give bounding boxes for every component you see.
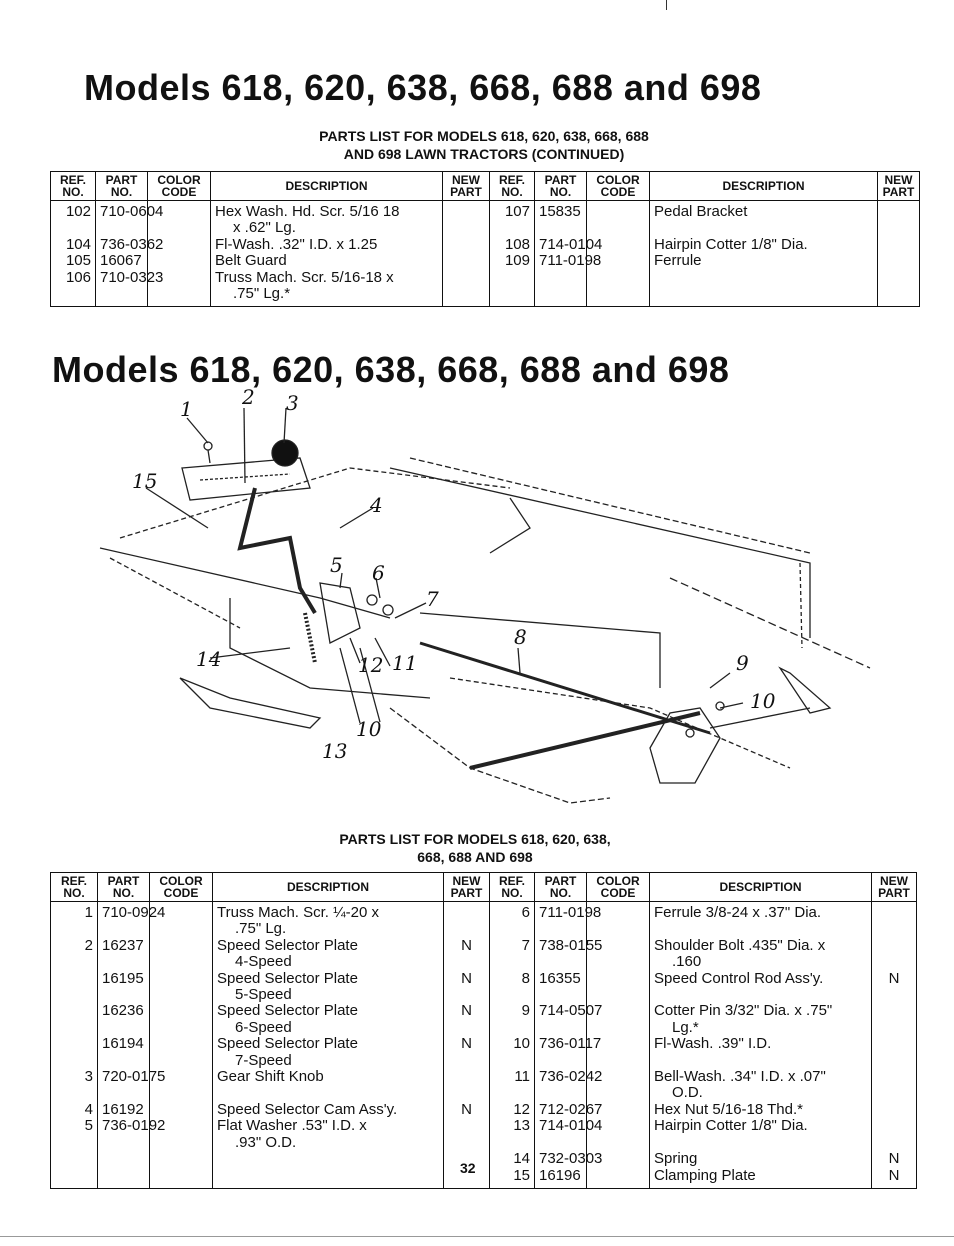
part-no-cell: 16195 (98, 971, 150, 1004)
part-no-cell: 16236 (98, 1003, 150, 1036)
col-new-part: NEW PART (443, 172, 490, 201)
description-line: Speed Selector Plate (217, 1035, 358, 1053)
table-row (51, 237, 920, 253)
part-no-cell: 710-0604 (96, 201, 148, 237)
description-cell (213, 971, 444, 1004)
table-row (51, 201, 920, 237)
ref-cell (51, 1003, 98, 1036)
description-cell (650, 201, 878, 237)
part-no-cell: 720-0175 (98, 1069, 150, 1102)
part-no-cell: 714-0104 (535, 237, 587, 253)
ref-cell: 2 (51, 938, 98, 971)
description-cell (213, 1069, 444, 1102)
col-description: DESCRIPTION (213, 873, 444, 902)
description-cell (650, 1069, 872, 1102)
new-part-cell (443, 237, 490, 253)
description-line: Hex Nut 5/16-18 Thd.* (654, 1100, 803, 1118)
page-title: Models 618, 620, 638, 668, 688 and 698 (84, 67, 762, 108)
description-cell (650, 237, 878, 253)
color-code-cell (150, 1168, 213, 1189)
ref-cell: 1 (51, 902, 98, 938)
color-code-cell (587, 201, 650, 237)
parts-list-heading (260, 830, 690, 866)
col-ref-no: REF. NO. (490, 873, 535, 902)
ref-cell: 13 (490, 1118, 535, 1151)
part-no-cell: 711-0198 (535, 902, 587, 938)
description-cell (650, 253, 878, 269)
parts-table-continued (50, 171, 920, 307)
description-line: Hairpin Cotter 1/8" Dia. (654, 1117, 808, 1135)
table-row (51, 253, 920, 269)
part-no-cell: 736-0242 (535, 1069, 587, 1102)
col-description: DESCRIPTION (650, 172, 878, 201)
part-no-cell: 714-0507 (535, 1003, 587, 1036)
description-line: Speed Control Rod Ass'y. (654, 969, 824, 987)
new-part-cell (878, 201, 920, 237)
new-part-cell (872, 1036, 917, 1069)
callout-label: 9 (736, 651, 749, 675)
new-part-cell: N (872, 971, 917, 1004)
ref-cell: 5 (51, 1118, 98, 1151)
part-no-cell: 710-0323 (96, 270, 148, 307)
description-line: Bell-Wash. .34" I.D. x .07" (654, 1068, 826, 1086)
heading-line-1: PARTS LIST FOR MODELS 618, 620, 638, (339, 831, 611, 847)
description-cell (650, 902, 872, 938)
color-code-cell (150, 971, 213, 1004)
callout-label: 6 (372, 561, 385, 585)
color-code-cell (150, 1151, 213, 1167)
description-line: Speed Selector Plate (217, 936, 358, 954)
col-ref-no: REF. NO. (490, 172, 535, 201)
table-row (51, 1003, 917, 1036)
description-cell (211, 270, 443, 307)
description-cell (650, 1003, 872, 1036)
description-line: 7-Speed (235, 1051, 292, 1069)
part-no-cell: 16355 (535, 971, 587, 1004)
color-code-cell (587, 270, 650, 307)
callout-label: 10 (356, 717, 382, 741)
heading-line-1: PARTS LIST FOR MODELS 618, 620, 638, 668, 688 (319, 128, 649, 144)
new-part-cell: N (444, 1036, 490, 1069)
part-no-cell: 16067 (96, 253, 148, 269)
exploded-parts-diagram (90, 388, 880, 818)
description-cell (211, 201, 443, 237)
description-cell (650, 938, 872, 971)
part-no-cell: 16194 (98, 1036, 150, 1069)
col-color-code: COLOR CODE (148, 172, 211, 201)
part-no-cell: 16192 (98, 1102, 150, 1118)
heading-line-2: AND 698 LAWN TRACTORS (CONTINUED) (343, 146, 625, 162)
description-cell (213, 1151, 444, 1167)
col-color-code: COLOR CODE (587, 873, 650, 902)
col-color-code: COLOR CODE (150, 873, 213, 902)
part-no-cell: 738-0155 (535, 938, 587, 971)
description-line: Truss Mach. Scr. 5/16-18 x (215, 268, 394, 286)
scan-mark (666, 0, 667, 10)
description-cell (650, 1168, 872, 1189)
table-row (51, 1102, 917, 1118)
ref-cell: 14 (490, 1151, 535, 1167)
description-line: Pedal Bracket (654, 203, 748, 220)
ref-cell: 6 (490, 902, 535, 938)
color-code-cell (150, 1102, 213, 1118)
description-cell (650, 1151, 872, 1167)
table-row (51, 971, 917, 1004)
part-no-cell: 711-0198 (535, 253, 587, 269)
ref-cell: 3 (51, 1069, 98, 1102)
ref-cell: 8 (490, 971, 535, 1004)
new-part-cell (444, 902, 490, 938)
new-part-cell (878, 237, 920, 253)
description-line: .93" O.D. (235, 1133, 297, 1151)
col-part-no: PART NO. (98, 873, 150, 902)
table-row (51, 902, 917, 938)
description-line: O.D. (672, 1084, 703, 1102)
description-line: x .62" Lg. (233, 219, 296, 237)
table-row (51, 1069, 917, 1102)
parts-list-heading-continued (200, 127, 768, 163)
description-cell (650, 971, 872, 1004)
description-cell (213, 1036, 444, 1069)
callout-label: 3 (286, 391, 299, 415)
new-part-cell: N (444, 1003, 490, 1036)
description-cell (650, 1036, 872, 1069)
new-part-cell: N (872, 1151, 917, 1167)
callout-label: 10 (750, 689, 776, 713)
part-no-cell: 736-0192 (98, 1118, 150, 1151)
callout-label: 4 (370, 493, 383, 517)
new-part-cell (872, 902, 917, 938)
description-line: Speed Selector Plate (217, 969, 358, 987)
description-cell (650, 1118, 872, 1151)
description-line: Fl-Wash. .32" I.D. x 1.25 (215, 235, 378, 253)
part-no-cell: 736-0362 (96, 237, 148, 253)
new-part-cell (878, 270, 920, 307)
description-line: Truss Mach. Scr. ¼-20 x (217, 904, 379, 921)
new-part-cell: N (444, 938, 490, 971)
description-cell (213, 1003, 444, 1036)
description-cell (211, 253, 443, 269)
description-line: Hairpin Cotter 1/8" Dia. (654, 235, 808, 253)
color-code-cell (148, 253, 211, 269)
ref-cell: 4 (51, 1102, 98, 1118)
new-part-cell: N (444, 971, 490, 1004)
part-no-cell: 714-0104 (535, 1118, 587, 1151)
ref-cell: 108 (490, 237, 535, 253)
description-line: 5-Speed (235, 986, 292, 1004)
description-cell (213, 902, 444, 938)
col-ref-no: REF. NO. (51, 873, 98, 902)
table-row (51, 1151, 917, 1167)
description-cell (213, 1118, 444, 1151)
ref-cell (490, 270, 535, 307)
color-code-cell (150, 1036, 213, 1069)
description-line: Flat Washer .53" I.D. x (217, 1117, 367, 1135)
new-part-cell (872, 938, 917, 971)
callout-label: 11 (392, 651, 418, 675)
ref-cell: 106 (51, 270, 96, 307)
description-line: Belt Guard (215, 252, 287, 270)
new-part-cell (872, 1003, 917, 1036)
callout-label: 7 (426, 587, 439, 611)
part-no-cell (535, 270, 587, 307)
new-part-cell (444, 1069, 490, 1102)
ref-cell: 10 (490, 1036, 535, 1069)
new-part-cell (443, 253, 490, 269)
callout-label: 12 (358, 653, 384, 677)
color-code-cell (150, 1003, 213, 1036)
description-line: 6-Speed (235, 1018, 292, 1036)
part-no-cell: 736-0117 (535, 1036, 587, 1069)
callout-label: 1 (180, 397, 193, 421)
description-line: .160 (672, 953, 702, 971)
description-line: .75" Lg. (235, 920, 287, 938)
parts-table (50, 872, 917, 1189)
ref-cell (51, 1168, 98, 1189)
new-part-cell (443, 201, 490, 237)
table-header-row (51, 873, 917, 902)
scan-edge-line (0, 1236, 954, 1237)
ref-cell: 102 (51, 201, 96, 237)
col-part-no: PART NO. (535, 172, 587, 201)
color-code-cell (587, 971, 650, 1004)
new-part-cell (444, 1118, 490, 1151)
new-part-cell (872, 1118, 917, 1151)
ref-cell (51, 971, 98, 1004)
col-description: DESCRIPTION (211, 172, 443, 201)
description-line: Clamping Plate (654, 1166, 756, 1184)
new-part-cell: N (444, 1102, 490, 1118)
description-line: Ferrule 3/8-24 x .37" Dia. (654, 904, 822, 921)
description-line: Shoulder Bolt .435" Dia. x (654, 936, 826, 954)
callout-label: 2 (242, 388, 255, 409)
callout-label: 15 (132, 469, 158, 493)
callout-label: 5 (330, 553, 343, 577)
description-line: Speed Selector Plate (217, 1002, 358, 1020)
ref-cell: 12 (490, 1102, 535, 1118)
part-no-cell: 712-0267 (535, 1102, 587, 1118)
part-no-cell: 16196 (535, 1168, 587, 1189)
part-no-cell: 15835 (535, 201, 587, 237)
new-part-cell (872, 1069, 917, 1102)
col-new-part: NEW PART (878, 172, 920, 201)
description-line: Lg.* (672, 1018, 699, 1036)
description-cell (650, 1102, 872, 1118)
ref-cell (51, 1036, 98, 1069)
description-cell (211, 237, 443, 253)
ref-cell: 105 (51, 253, 96, 269)
col-part-no: PART NO. (96, 172, 148, 201)
description-line: Ferrule (654, 252, 702, 270)
col-description: DESCRIPTION (650, 873, 872, 902)
description-cell (213, 1102, 444, 1118)
color-code-cell (150, 938, 213, 971)
description-line: Fl-Wash. .39" I.D. (654, 1035, 772, 1053)
description-line: Gear Shift Knob (217, 1068, 324, 1086)
part-no-cell (98, 1151, 150, 1167)
table-row (51, 1118, 917, 1151)
ref-cell: 9 (490, 1003, 535, 1036)
ref-cell: 109 (490, 253, 535, 269)
description-cell (213, 1168, 444, 1189)
page-number: 32 (460, 1160, 476, 1176)
ref-cell: 107 (490, 201, 535, 237)
callout-label: 14 (196, 647, 222, 671)
part-no-cell: 732-0303 (535, 1151, 587, 1167)
col-color-code: COLOR CODE (587, 172, 650, 201)
new-part-cell: N (872, 1168, 917, 1189)
col-new-part: NEW PART (872, 873, 917, 902)
description-line: Cotter Pin 3/32" Dia. x .75" (654, 1002, 833, 1020)
part-no-cell: 16237 (98, 938, 150, 971)
callout-label: 13 (322, 739, 348, 763)
ref-cell: 104 (51, 237, 96, 253)
description-line: Speed Selector Cam Ass'y. (217, 1100, 398, 1118)
ref-cell: 11 (490, 1069, 535, 1102)
description-cell (213, 938, 444, 971)
col-new-part: NEW PART (444, 873, 490, 902)
part-no-cell: 710-0924 (98, 902, 150, 938)
heading-line-2: 668, 688 AND 698 (417, 849, 533, 865)
color-code-cell (587, 1168, 650, 1189)
new-part-cell (878, 253, 920, 269)
table-header-row (51, 172, 920, 201)
new-part-cell (872, 1102, 917, 1118)
description-line: .75" Lg.* (233, 285, 291, 303)
diagram-title: Models 618, 620, 638, 668, 688 and 698 (52, 349, 730, 390)
description-line: Hex Wash. Hd. Scr. 5/16 18 (215, 203, 400, 220)
table-row (51, 938, 917, 971)
ref-cell: 7 (490, 938, 535, 971)
table-row (51, 1036, 917, 1069)
table-row (51, 1168, 917, 1189)
part-no-cell (98, 1168, 150, 1189)
table-row (51, 270, 920, 307)
callout-label: 8 (514, 625, 527, 649)
new-part-cell (443, 270, 490, 307)
ref-cell: 15 (490, 1168, 535, 1189)
description-cell (650, 270, 878, 307)
description-line: 4-Speed (235, 953, 292, 971)
col-ref-no: REF. NO. (51, 172, 96, 201)
ref-cell (51, 1151, 98, 1167)
col-part-no: PART NO. (535, 873, 587, 902)
description-line: Spring (654, 1150, 698, 1168)
